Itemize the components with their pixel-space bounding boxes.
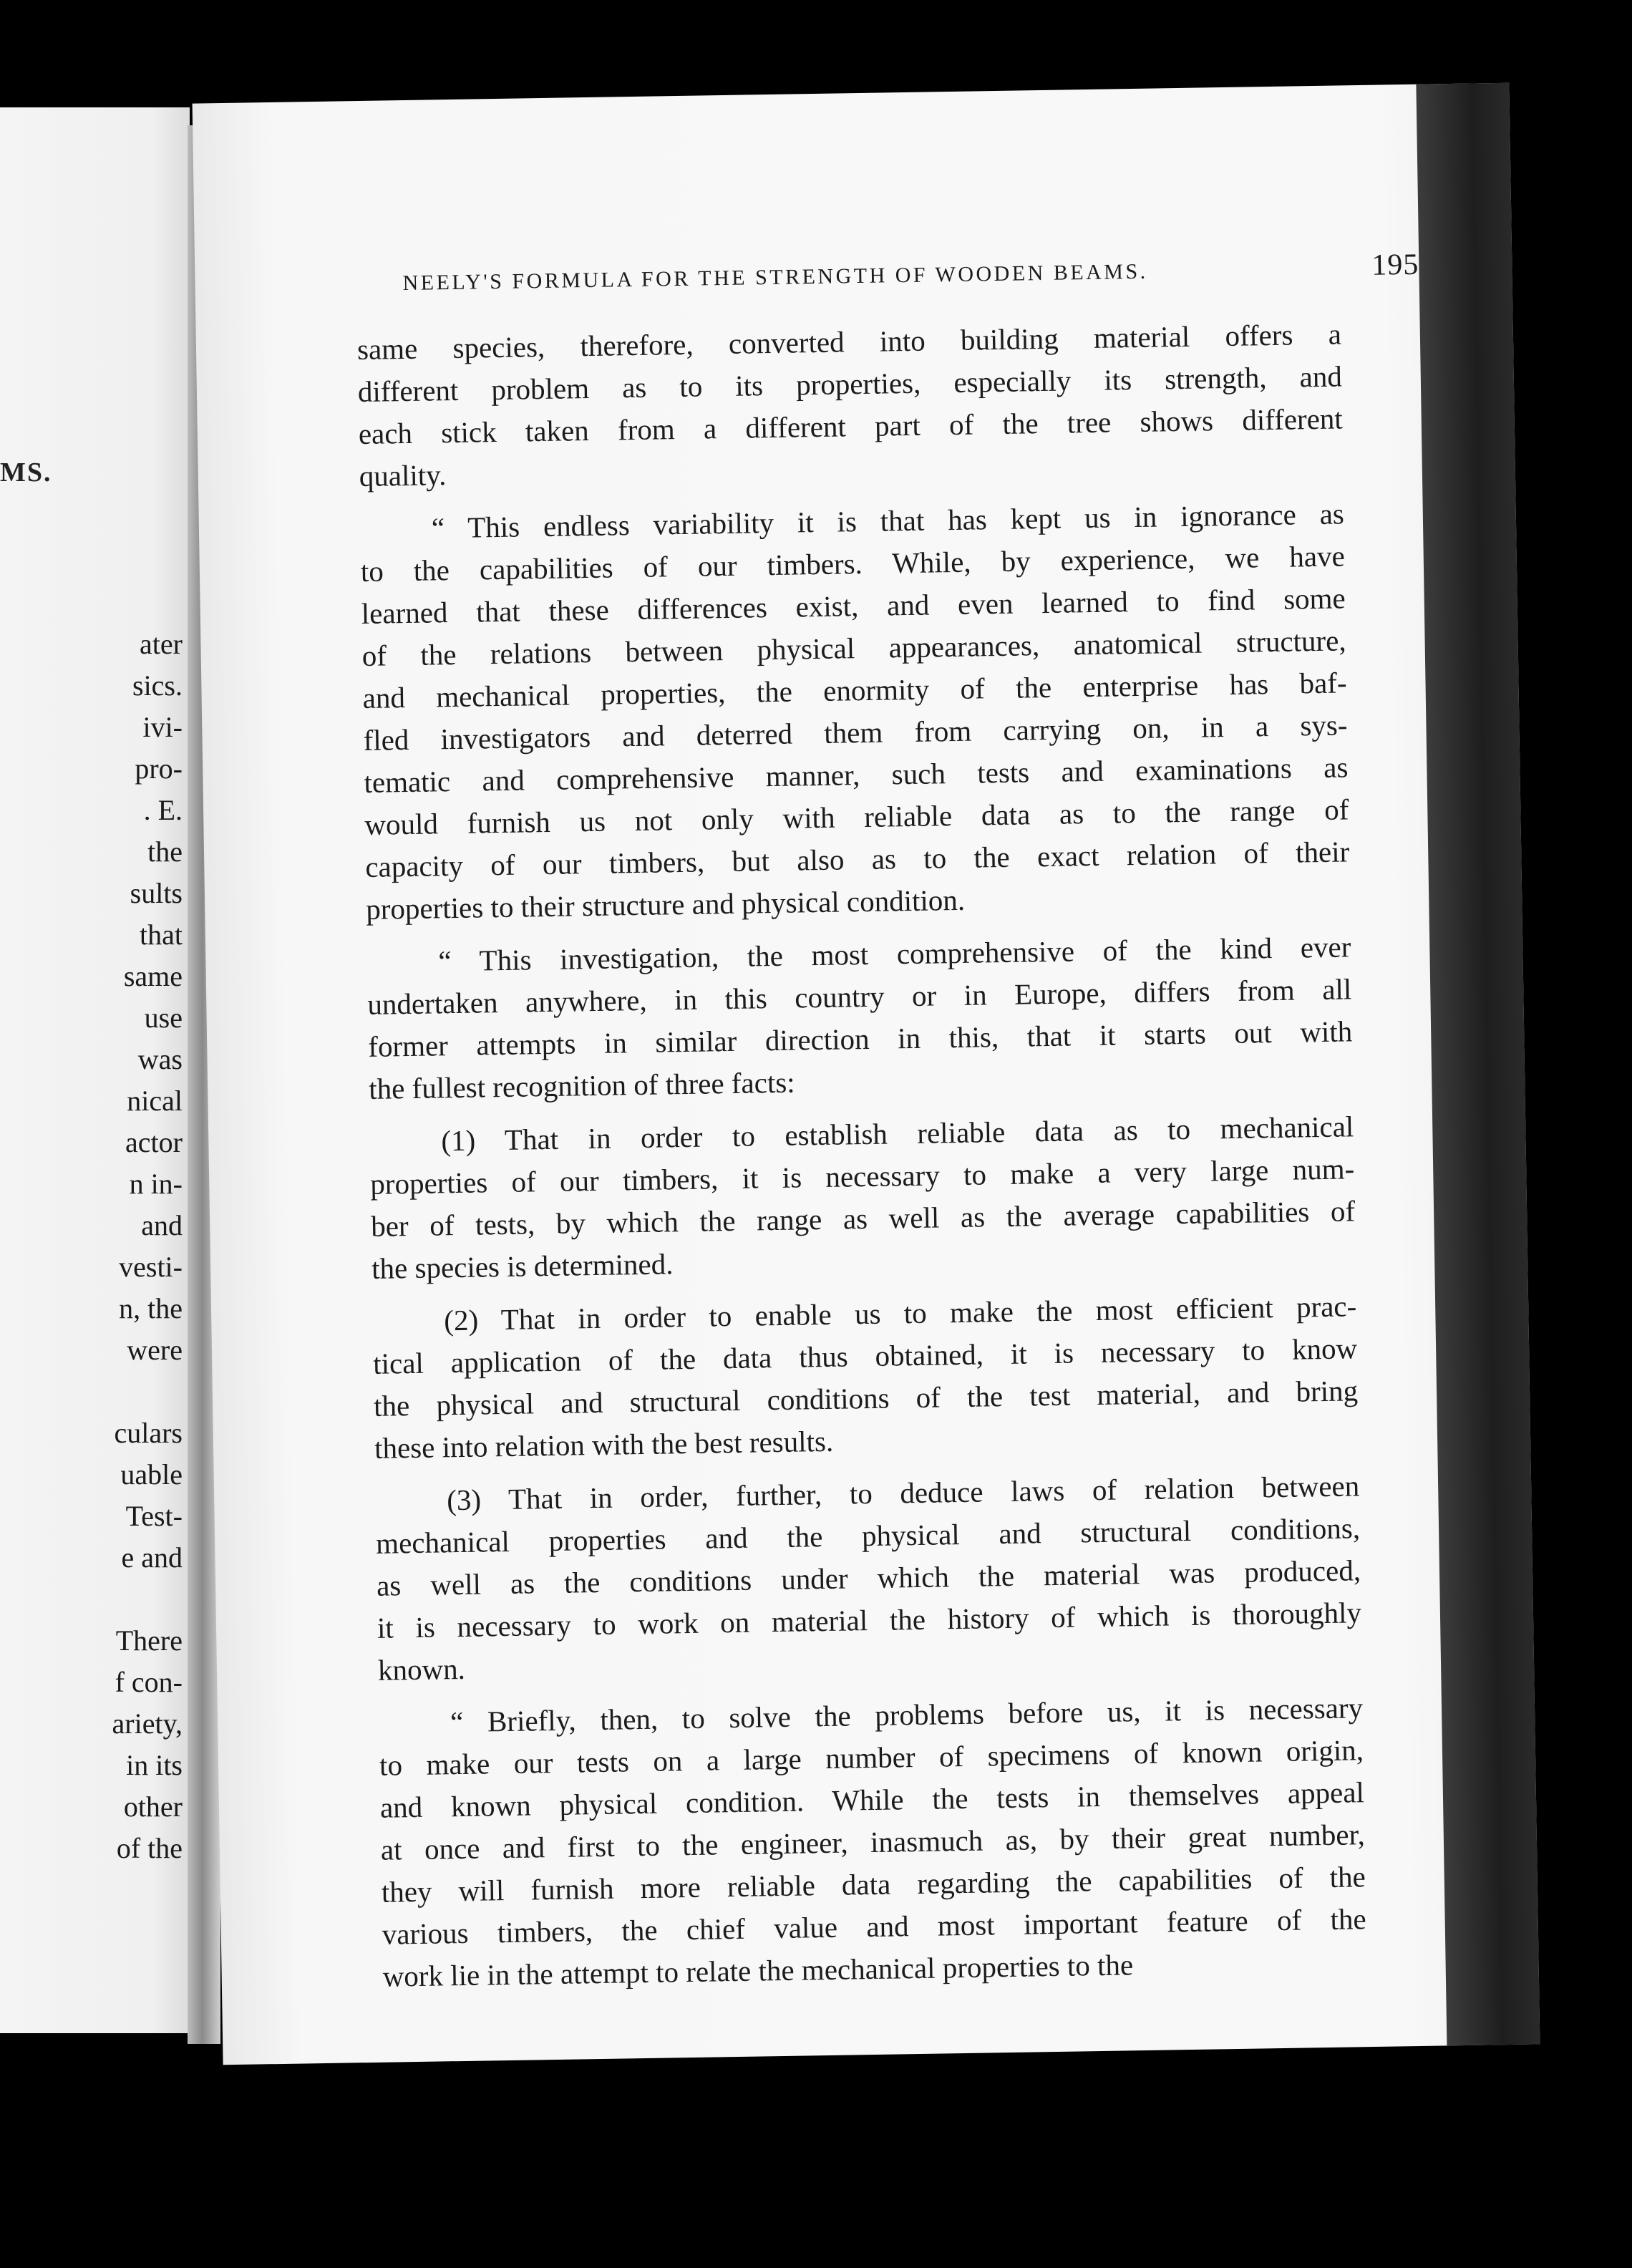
paragraph	[366, 926, 1354, 1110]
text-line: to the capabilities of our timbers. While, by experience, we have	[360, 539, 1346, 588]
text-line: the physical and structural conditions of the test material, and bring	[373, 1374, 1359, 1423]
text-line: to make our tests on a large number of specimens of known origin,	[379, 1733, 1364, 1782]
left-page-line: nical	[127, 1085, 183, 1117]
left-page-line: Test-	[125, 1500, 183, 1532]
text-line: properties of our timbers, it is necessary to make a very large num-	[369, 1152, 1355, 1201]
left-page-line: f con-	[115, 1666, 183, 1698]
body-text	[357, 313, 1368, 2008]
left-page-line: that	[140, 919, 183, 951]
book-spine-edge	[1416, 83, 1540, 2046]
text-line: tical application of the data thus obtained, it is necessary to know	[372, 1332, 1358, 1380]
text-line: it is necessary to work on material the history of which is thoroughly	[377, 1596, 1362, 1644]
text-line: each stick taken from a different part of the tree shows different	[358, 402, 1344, 451]
left-page-line: pro-	[135, 752, 183, 785]
text-line: and known physical condition. While the tests in themselves appeal	[379, 1775, 1365, 1824]
text-line: “ This endless variability it is that has kept us in ignorance as	[431, 497, 1345, 545]
main-page	[193, 83, 1540, 2065]
left-page-line: of the	[116, 1832, 183, 1864]
left-page-line: ariety,	[112, 1707, 183, 1740]
left-page-line: There	[115, 1624, 183, 1657]
running-head-title: NEELY'S FORMULA FOR THE STRENGTH OF WOODEN BEAMS.	[402, 259, 1148, 296]
left-page-line: were	[127, 1334, 183, 1366]
text-line: capacity of our timbers, but also as to the exact relation of their	[365, 835, 1350, 883]
text-line: former attempts in similar direction in this, that it starts out with	[367, 1014, 1353, 1063]
text-line: same species, therefore, converted into building material offers a	[356, 317, 1342, 367]
text-line: as well as the conditions under which the material was produced,	[376, 1554, 1361, 1602]
left-page-line: use	[144, 1002, 183, 1034]
text-line: work lie in the attempt to relate the mechanical properties to the	[382, 1948, 1134, 1993]
left-page-line: sults	[130, 877, 183, 909]
text-line: “ This investigation, the most comprehensive of the kind ever	[438, 930, 1351, 978]
text-line: ber of tests, by which the range as well as the average capabilities of	[370, 1194, 1356, 1243]
left-facing-page	[0, 107, 190, 2033]
left-page-line: culars	[114, 1417, 183, 1449]
text-line: (2) That in order to enable us to make the most efficient prac-	[443, 1289, 1357, 1337]
left-page-line: same	[123, 960, 183, 992]
left-page-line: the	[147, 835, 183, 868]
left-page-line: e and	[121, 1541, 183, 1574]
left-page-line: ater	[140, 628, 183, 660]
text-line: various timbers, the chief value and most important feature of the	[382, 1902, 1366, 1951]
left-page-line: n in-	[129, 1168, 183, 1200]
paragraph	[375, 1465, 1362, 1692]
left-page-line: uable	[120, 1458, 183, 1491]
left-page-line: other	[123, 1790, 183, 1823]
paragraph	[369, 1105, 1356, 1290]
text-line: tematic and comprehensive manner, such tests and examinations as	[364, 750, 1349, 799]
left-page-line: actor	[125, 1126, 183, 1158]
left-page-line: vesti-	[119, 1251, 183, 1283]
paragraph	[372, 1285, 1359, 1470]
left-page-header: MS.	[0, 457, 52, 488]
paragraph	[357, 313, 1344, 498]
text-line: quality.	[359, 458, 447, 493]
text-line: “ Briefly, then, to solve the problems before us, it is necessary	[450, 1691, 1364, 1739]
text-line: they will furnish more reliable data regarding the capabilities of the	[381, 1860, 1366, 1909]
text-line: known.	[377, 1652, 466, 1687]
text-line: would furnish us not only with reliable data as to the range of	[364, 793, 1349, 841]
left-page-line: and	[141, 1209, 183, 1241]
left-page-line: in its	[126, 1749, 183, 1781]
text-line: these into relation with the best results.	[374, 1424, 834, 1465]
text-line: fled investigators and deterred them from carrying on, in a sys-	[363, 708, 1348, 757]
paragraph	[360, 493, 1351, 931]
paragraph	[379, 1687, 1367, 1998]
left-page-line: was	[137, 1043, 183, 1075]
text-line: properties to their structure and physical condition.	[365, 883, 966, 926]
text-line: undertaken anywhere, in this country or in Europe, differs from all	[367, 972, 1352, 1021]
left-page-line: n, the	[119, 1292, 183, 1324]
text-line: (3) That in order, further, to deduce laws of relation between	[446, 1469, 1360, 1517]
text-line: learned that these differences exist, and even learned to find some	[361, 581, 1346, 630]
text-line: at once and first to the engineer, inasmuch as, by their great number,	[380, 1818, 1366, 1866]
text-line: (1) That in order to establish reliable data as to mechanical	[441, 1110, 1354, 1158]
left-page-line: sics.	[132, 669, 183, 702]
text-line: of the relations between physical appearances, anatomical structure,	[361, 624, 1346, 672]
text-line: different problem as to its properties, especially its strength, and	[357, 359, 1343, 409]
left-page-line: . E.	[143, 794, 183, 826]
text-line: the fullest recognition of three facts:	[368, 1065, 795, 1105]
text-line: and mechanical properties, the enormity of the enterprise has baf-	[362, 666, 1347, 714]
running-head	[402, 248, 1419, 298]
text-line: the species is determined.	[371, 1247, 674, 1285]
page-number: 195	[1371, 248, 1419, 282]
left-page-line: ivi-	[142, 711, 183, 743]
text-line: mechanical properties and the physical and structural conditions,	[375, 1511, 1361, 1560]
